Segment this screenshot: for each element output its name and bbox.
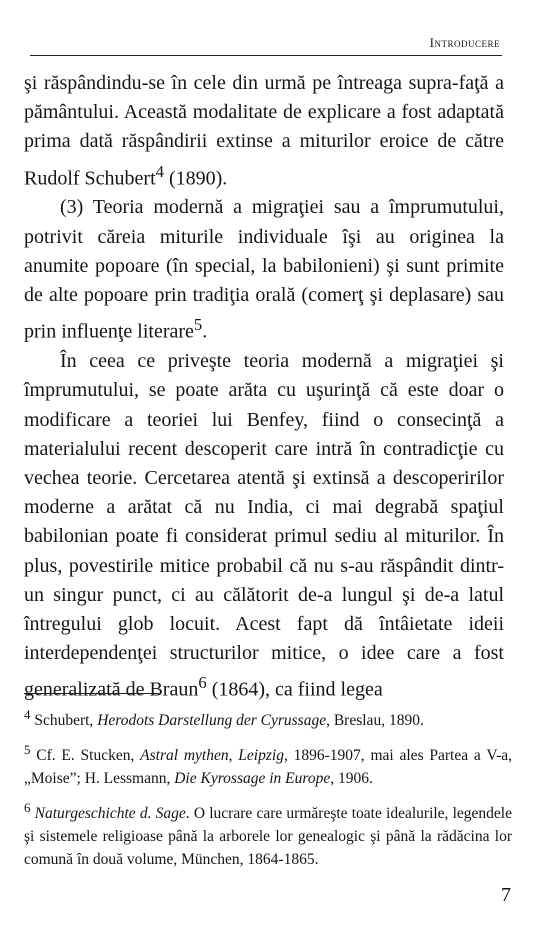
footnote-title: Astral mythen, Leipzig — [140, 747, 284, 765]
footnote-text: , Breslau, 1890. — [326, 712, 424, 730]
footnote-text: Cf. E. Stucken, — [30, 747, 141, 765]
footnote-number: 5 — [24, 742, 31, 758]
footnote-text: , 1906. — [330, 770, 373, 788]
footnote-ref: 4 — [155, 161, 164, 181]
paragraph-3 — [24, 347, 504, 705]
paragraph-2 — [24, 193, 504, 347]
footnote-ref: 5 — [193, 315, 203, 335]
footnote-text: . O lucrare care urmăreşte toate idealurile, legendele şi sistemele religioase până la arborele lor genealogic şi până la rădăcina lor comună în două volume, München, 1864-1865. — [24, 805, 512, 869]
footnote-title: Die Kyrossage in Europe — [174, 770, 331, 788]
paragraph-text: şi răspândindu-se în cele din urmă pe întreaga supra-faţă a pământului. Această modalitate de explicare a fost adaptată prima dată răspândirii extinse a miturilor eroice de către Rudolf Schubert — [24, 72, 504, 190]
footnote-text: , 1896-1907, mai ales Partea a V-a, „Moise”; H. Lessmann, — [24, 747, 512, 788]
paragraph-text: În ceea ce priveşte teoria modernă a migraţiei şi împrumutului, se poate arăta cu uşurinţă că este doar o modificare a teoriei lui Benfey, fiind o consecinţă a materialului recent descoperit care intră în contradicţie cu vechea teorie. Cercetarea atentă şi extinsă a descoperirilor moderne a arătat că nu India, ci mai degrabă spaţiul babilonian poate fi considerat primul sediu al miturilor. În plus, povestirile mitice probabil că nu s-au răspândit dintr-un singur punct, ci au călătorit de-a lungul şi de-a latul întregului glob locuit. Acest fapt dă întâietate ideii interdependenţei structurilor mitice, o idee care a fost generalizată de Braun — [24, 350, 504, 702]
running-header: Introducere — [429, 35, 500, 50]
footnote-4 — [24, 703, 512, 732]
footnote-text: Schubert, — [30, 712, 98, 730]
paragraph-text: (3) Teoria modernă a migraţiei sau a împrumutului, potrivit căreia miturile individuale îşi au originea la anumite popoare (în special, la babilonieni) şi sunt primite de alte popoare prin tradiţia orală (comerţ şi deplasare) sau prin influenţe literare — [24, 196, 504, 343]
footnote-rule — [24, 693, 159, 694]
header-rule — [30, 55, 502, 56]
main-text — [24, 69, 504, 705]
paragraph-1 — [24, 69, 504, 193]
footnote-6 — [24, 796, 512, 871]
footnote-ref: 6 — [198, 673, 207, 693]
paragraph-text-tail: . — [202, 320, 208, 343]
footnote-number: 4 — [24, 707, 31, 722]
footnote-title: Herodots Darstellung der Cyrussage — [97, 712, 327, 730]
footnote-5 — [24, 738, 512, 790]
footnote-title: Naturgeschichte d. Sage — [34, 805, 186, 823]
paragraph-text-tail: (1890). — [163, 167, 228, 190]
footnotes — [24, 703, 512, 877]
paragraph-text-tail: (1864), ca fiind legea — [206, 679, 383, 702]
footnote-number: 6 — [24, 800, 31, 816]
page-number: 7 — [501, 884, 511, 906]
